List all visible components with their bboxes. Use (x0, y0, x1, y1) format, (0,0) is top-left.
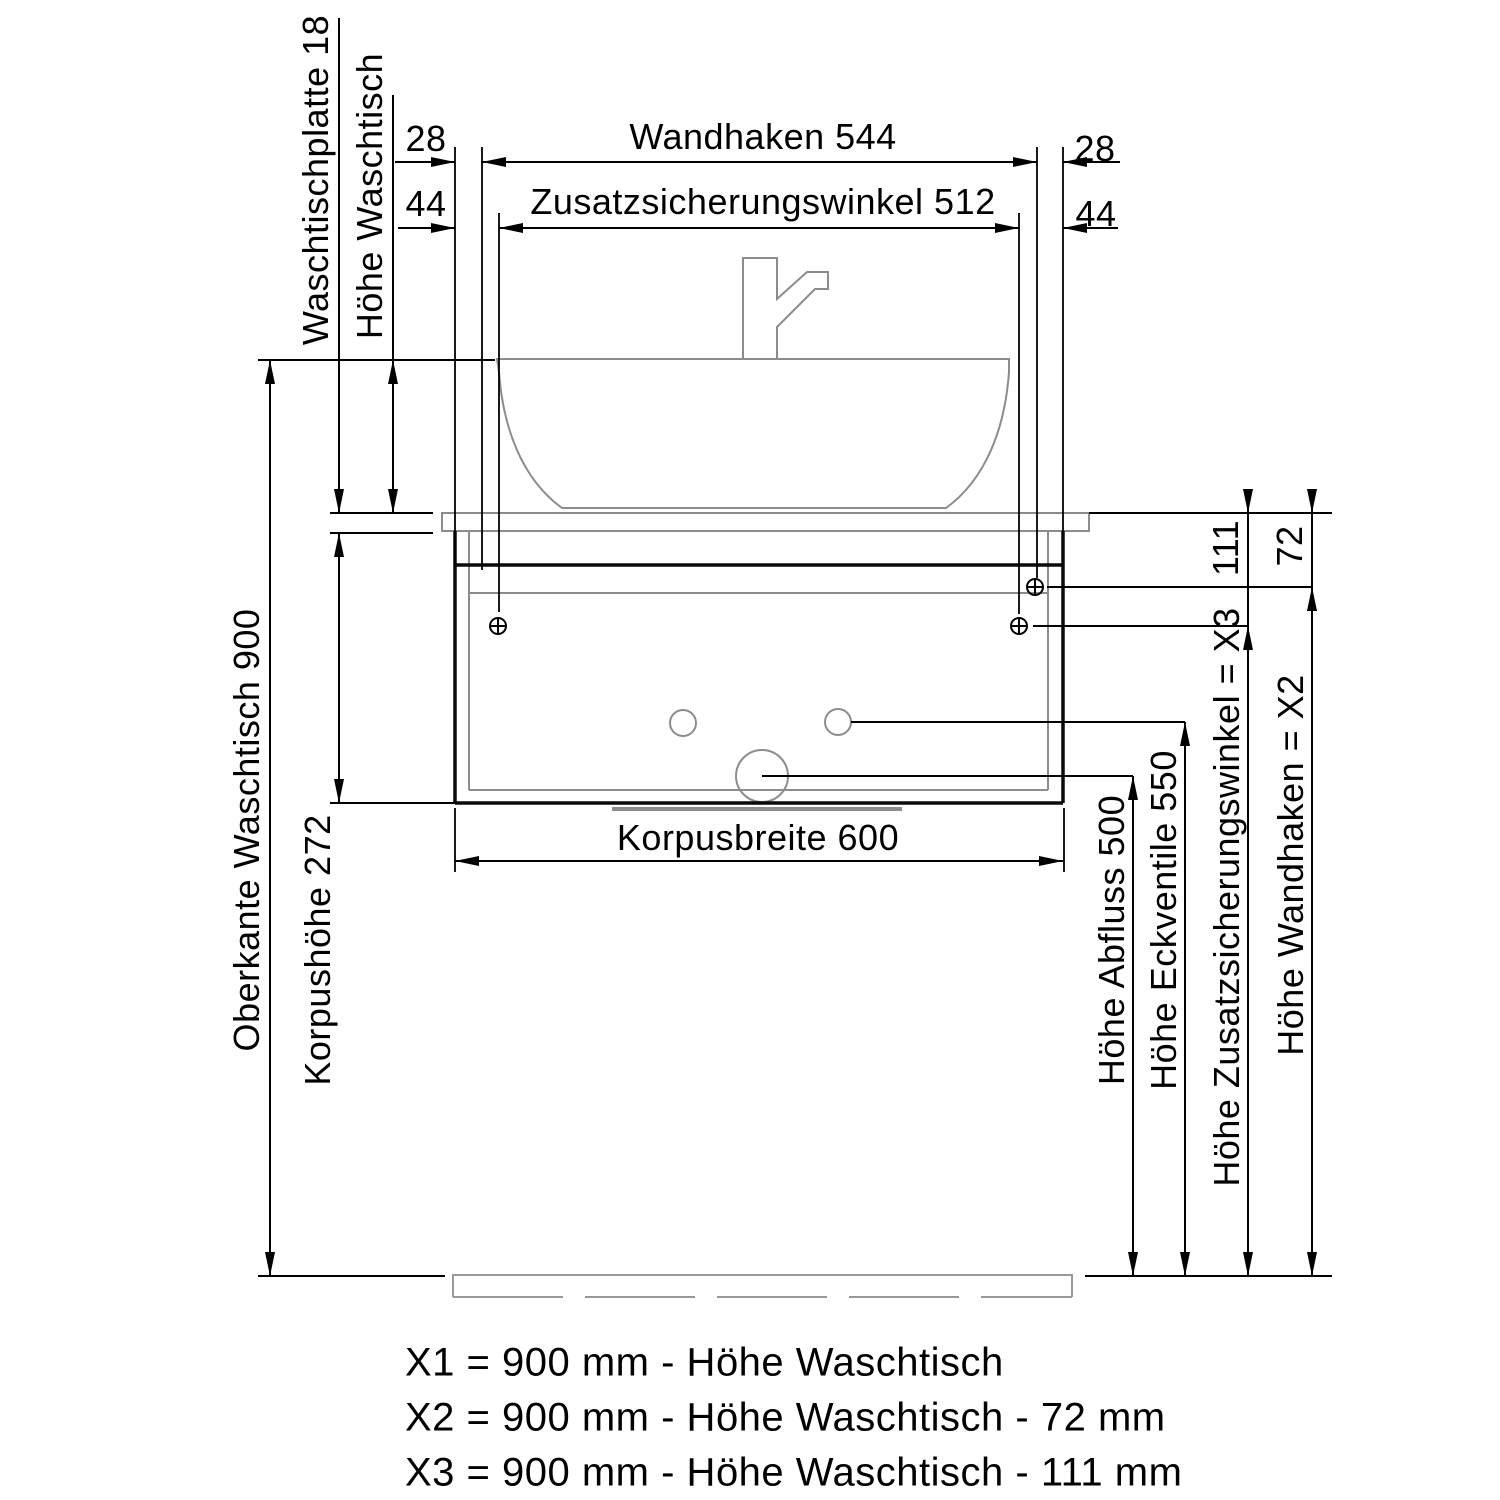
dim-zusatzsicherungswinkel-512-label: Zusatzsicherungswinkel 512 (530, 181, 996, 222)
formula-x1: X1 = 900 mm - Höhe Waschtisch (405, 1340, 1004, 1385)
valve-hole-right (825, 709, 851, 735)
dim-111-label: 111 (1205, 519, 1246, 577)
formula-x3: X3 = 900 mm - Höhe Waschtisch - 111 mm (405, 1450, 1183, 1495)
valve-hole-left (670, 710, 696, 736)
dim-hoehe-wandhaken-x2-label: Höhe Wandhaken = X2 (1270, 674, 1311, 1056)
fixture-outlines (442, 258, 1089, 809)
dim-hoehe-abfluss-500-label: Höhe Abfluss 500 (1091, 794, 1132, 1086)
dimension-arrowheads (265, 157, 1317, 1276)
formula-x2: X2 = 900 mm - Höhe Waschtisch - 72 mm (405, 1395, 1166, 1440)
dim-oberkante-waschtisch-900-label: Oberkante Waschtisch 900 (226, 608, 267, 1052)
basin-outline (497, 359, 1009, 508)
dim-waschtischplatte-18-label: Waschtischplatte 18 (295, 14, 336, 346)
dim-hoehe-eckventile-550-label: Höhe Eckventile 550 (1143, 750, 1184, 1090)
dim-72-label: 72 (1269, 525, 1310, 567)
dim-left-44-label: 44 (405, 183, 447, 224)
dim-korpushoehe-272-label: Korpushöhe 272 (297, 814, 338, 1086)
floor-outline (453, 1275, 1072, 1297)
bracket-screw-mark-right-icon (1011, 618, 1027, 634)
dim-wandhaken-544-label: Wandhaken 544 (629, 116, 897, 157)
dim-korpusbreite-600-label: Korpusbreite 600 (616, 817, 900, 858)
dim-right-44-label: 44 (1075, 193, 1117, 234)
cabinet-body (455, 531, 1063, 803)
faucet-outline (743, 258, 828, 359)
dim-right-28-label: 28 (1074, 128, 1116, 169)
countertop-outline (442, 513, 1089, 531)
floor-slab (453, 1275, 1072, 1297)
mounting-marks (490, 579, 1043, 634)
dim-hoehe-zusatzsicherungswinkel-x3-label: Höhe Zusatzsicherungswinkel = X3 (1206, 607, 1247, 1187)
dim-left-28-label: 28 (405, 118, 447, 159)
bracket-screw-mark-left-icon (490, 618, 506, 634)
wallhook-screw-mark-right-icon (1027, 579, 1043, 595)
dim-hoehe-waschtisch-label: Höhe Waschtisch (349, 52, 390, 340)
